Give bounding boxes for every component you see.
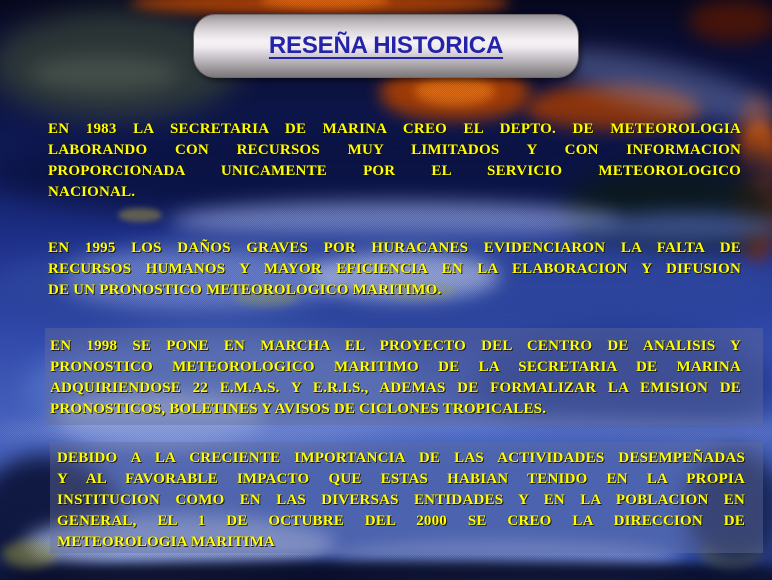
paragraph-1998 bbox=[45, 328, 763, 425]
text-line: DE UN PRONOSTICO METEOROLOGICO MARITIMO. bbox=[48, 282, 442, 298]
bg-land-orange-mid-bright bbox=[415, 76, 495, 106]
text-line: PRONOSTICOS, BOLETINES Y AVISOS DE CICLONES TROPICALES. bbox=[50, 401, 547, 417]
paragraph-1995 bbox=[48, 238, 741, 301]
bg-dark-bottomstrip bbox=[0, 560, 772, 580]
page-title: RESEÑA HISTORICA bbox=[268, 32, 504, 59]
text-line: PROPORCIONADA UNICAMENTE POR EL SERVICIO METEOROLOGICO bbox=[48, 163, 741, 179]
text-line: EN 1995 LOS DAÑOS GRAVES POR HURACANES EVIDENCIARON LA FALTA DE bbox=[48, 240, 741, 256]
paragraph-2000 bbox=[50, 442, 763, 553]
text-line: EN 1983 LA SECRETARIA DE MARINA CREO EL DEPTO. DE METEOROLOGIA bbox=[48, 121, 741, 137]
text-line: NACIONAL. bbox=[48, 184, 136, 200]
text-line: RECURSOS HUMANOS Y MAYOR EFICIENCIA EN LA ELABORACION Y DIFUSION bbox=[48, 261, 741, 277]
paragraph-1983 bbox=[48, 119, 741, 203]
text-line: INSTITUCION COMO EN LAS DIVERSAS ENTIDADES Y EN LA POBLACION EN bbox=[57, 492, 745, 508]
text-line: LABORANDO CON RECURSOS MUY LIMITADOS Y CON INFORMACION bbox=[48, 142, 741, 158]
bg-cloud-green-wisp bbox=[30, 55, 180, 91]
text-line: ADQUIRIENDOSE 22 E.M.A.S. Y E.R.I.S., ADEMAS DE FORMALIZAR LA EMISION DE bbox=[50, 380, 741, 396]
text-line: PRONOSTICO METEOROLOGICO MARITIMO DE LA SECRETARIA DE MARINA bbox=[50, 359, 741, 375]
title-banner bbox=[193, 14, 579, 78]
bg-land-darkred-corner bbox=[688, 0, 772, 42]
text-line: Y AL FAVORABLE IMPACTO QUE ESTAS HABIAN TENIDO EN LA PROPIA bbox=[57, 471, 745, 487]
text-line: GENERAL, EL 1 DE OCTUBRE DEL 2000 SE CREO LA DIRECCION DE bbox=[57, 513, 745, 529]
text-line: METEOROLOGIA MARITIMA bbox=[57, 534, 275, 550]
text-line: EN 1998 SE PONE EN MARCHA EL PROYECTO DEL CENTRO DE ANALISIS Y bbox=[50, 338, 741, 354]
text-line: DEBIDO A LA CRECIENTE IMPORTANCIA DE LAS ACTIVIDADES DESEMPEÑADAS bbox=[57, 450, 745, 466]
bg-glint-bottomleft bbox=[2, 540, 57, 568]
bg-glint-left bbox=[118, 208, 162, 222]
